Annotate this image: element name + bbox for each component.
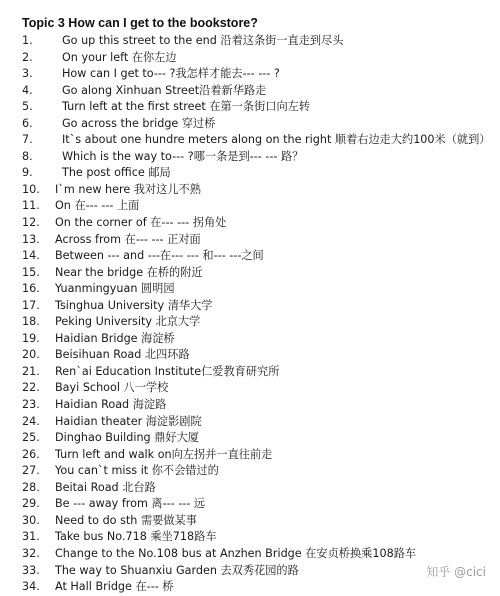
item-text: At Hall Bridge 在--- 桥 xyxy=(55,580,174,594)
list-item xyxy=(0,529,500,546)
list-item xyxy=(0,132,500,149)
item-text: Haidian theater 海淀影剧院 xyxy=(55,414,202,428)
item-text: Bayi School 八一学校 xyxy=(55,381,169,395)
list-item xyxy=(0,496,500,513)
item-number: 13. xyxy=(22,232,40,246)
item-text: Yuanmingyuan 圆明园 xyxy=(55,282,175,296)
list-item xyxy=(0,447,500,464)
topic-title: Topic 3 How can I get to the bookstore? xyxy=(22,16,258,30)
item-number: 14. xyxy=(22,249,40,263)
list-item xyxy=(0,182,500,199)
item-text: Tsinghua University 清华大学 xyxy=(55,298,213,312)
item-number: 18. xyxy=(22,315,40,329)
item-number: 25. xyxy=(22,431,40,445)
list-item xyxy=(0,546,500,563)
item-text: Haidian Bridge 海淀桥 xyxy=(55,331,175,345)
item-text: Beitai Road 北台路 xyxy=(55,480,156,494)
list-item xyxy=(0,364,500,381)
item-number: 29. xyxy=(22,497,40,511)
item-number: 23. xyxy=(22,398,40,412)
list-item xyxy=(0,298,500,315)
list-item xyxy=(0,50,500,67)
list-item xyxy=(0,579,500,596)
item-text: Between --- and ---在--- --- 和--- ---之间 xyxy=(55,249,264,263)
list-item xyxy=(0,314,500,331)
item-number: 32. xyxy=(22,546,40,560)
item-number: 15. xyxy=(22,265,40,279)
watermark: 知乎 @cici xyxy=(426,565,486,579)
item-text: Go across the bridge 穿过桥 xyxy=(62,116,216,130)
item-text: Turn left and walk on向左拐并一直往前走 xyxy=(55,447,273,461)
item-text: The post office 邮局 xyxy=(62,166,171,180)
list-item xyxy=(0,248,500,265)
item-number: 20. xyxy=(22,348,40,362)
item-number: 17. xyxy=(22,298,40,312)
item-text: Change to the No.108 bus at Anzhen Bridge 在安贞桥换乘108路车 xyxy=(55,546,417,560)
item-number: 11. xyxy=(22,199,40,213)
list-item xyxy=(0,232,500,249)
item-number: 19. xyxy=(22,331,40,345)
item-text: I`m new here 我对这儿不熟 xyxy=(55,182,201,196)
item-number: 8. xyxy=(22,149,33,163)
item-number: 24. xyxy=(22,414,40,428)
item-number: 28. xyxy=(22,480,40,494)
item-number: 34. xyxy=(22,580,40,594)
list-item xyxy=(0,116,500,133)
item-text: Which is the way to--- ?哪一条是到--- --- 路？ xyxy=(62,149,304,163)
item-number: 3. xyxy=(22,67,33,81)
item-text: Be --- away from 离--- --- 远 xyxy=(55,497,206,511)
item-text: You can`t miss it 你不会错过的 xyxy=(55,464,219,478)
item-text: Go up this street to the end 沿着这条街一直走到尽头 xyxy=(62,34,344,47)
list-item xyxy=(0,463,500,480)
list-item xyxy=(0,331,500,348)
list-item xyxy=(0,215,500,232)
item-number: 1. xyxy=(22,34,33,47)
vocabulary-list xyxy=(0,33,500,596)
item-number: 31. xyxy=(22,530,40,544)
item-number: 21. xyxy=(22,364,40,378)
item-number: 4. xyxy=(22,83,33,97)
item-text: On your left 在你左边 xyxy=(62,50,177,64)
list-item xyxy=(0,66,500,83)
list-item xyxy=(0,513,500,530)
item-number: 5. xyxy=(22,100,33,114)
item-text: Haidian Road 海淀路 xyxy=(55,398,167,412)
item-text: Turn left at the first street 在第一条街口向左转 xyxy=(62,100,311,114)
item-text: Beisihuan Road 北四环路 xyxy=(55,348,190,362)
list-item xyxy=(0,265,500,282)
list-item xyxy=(0,430,500,447)
list-item xyxy=(0,414,500,431)
item-text: How can I get to--- ?我怎样才能去--- --- ? xyxy=(62,67,280,81)
item-number: 6. xyxy=(22,116,33,130)
item-text: It`s about one hundre meters along on the right 顺着右边走大约100米（就到） xyxy=(62,133,491,147)
item-text: Dinghao Building 鼎好大厦 xyxy=(55,431,199,445)
list-item xyxy=(0,33,500,50)
list-item xyxy=(0,347,500,364)
item-number: 22. xyxy=(22,381,40,395)
item-text: On 在--- --- 上面 xyxy=(55,199,140,213)
item-text: Across from 在--- --- 正对面 xyxy=(55,232,201,246)
list-item xyxy=(0,198,500,215)
list-item xyxy=(0,149,500,166)
list-item xyxy=(0,83,500,100)
item-number: 33. xyxy=(22,563,40,577)
list-item xyxy=(0,165,500,182)
list-item xyxy=(0,563,500,580)
item-text: Ren`ai Education Institute仁爱教育研究所 xyxy=(55,364,280,378)
item-number: 16. xyxy=(22,282,40,296)
item-number: 27. xyxy=(22,464,40,478)
list-item xyxy=(0,480,500,497)
item-number: 9. xyxy=(22,166,33,180)
item-number: 26. xyxy=(22,447,40,461)
item-number: 12. xyxy=(22,216,40,230)
item-number: 7. xyxy=(22,133,33,147)
list-item xyxy=(0,281,500,298)
list-item xyxy=(0,380,500,397)
item-number: 30. xyxy=(22,513,40,527)
item-number: 2. xyxy=(22,50,33,64)
item-text: Peking University 北京大学 xyxy=(55,315,201,329)
item-text: Take bus No.718 乘坐718路车 xyxy=(55,530,217,544)
item-text: On the corner of 在--- --- 拐角处 xyxy=(55,216,227,230)
item-number: 10. xyxy=(22,182,40,196)
item-text: The way to Shuanxiu Garden 去双秀花园的路 xyxy=(55,563,299,577)
list-item xyxy=(0,99,500,116)
list-item xyxy=(0,397,500,414)
item-text: Need to do sth 需要做某事 xyxy=(55,513,197,527)
item-text: Near the bridge 在桥的附近 xyxy=(55,265,203,279)
item-text: Go along Xinhuan Street沿着新华路走 xyxy=(62,83,267,97)
